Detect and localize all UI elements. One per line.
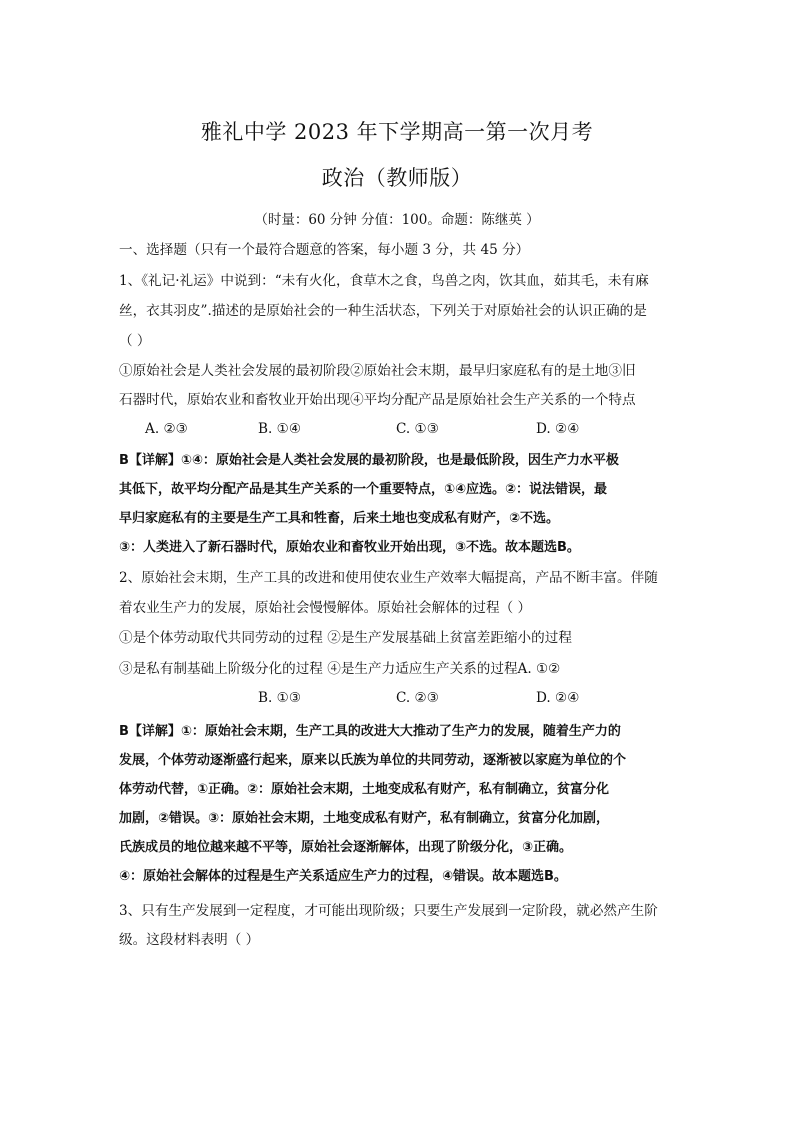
exam-meta: （时量：60 分钟 分值：100。命题：陈继英 ） [254,212,540,228]
q1-line: 丝，衣其羽皮”.描述的是原始社会的一种生活状态，下列关于对原始社会的认识正确的是 [119,303,647,319]
q1-line: （ ） [119,333,151,349]
q2-answer-line: 体劳动代替，①正确。②：原始社会末期，土地变成私有财产，私有制确立，贫富分化 [119,782,610,797]
q1-answer-line: 早归家庭私有的主要是生产工具和牲畜，后来土地也变成私有财产，②不选。 [119,511,560,526]
q2-answer-line: B【详解】①：原始社会末期，生产工具的改进大大推动了生产力的发展，随着生产力的 [119,724,621,739]
q2-option-c: C. ②③ [396,690,439,706]
q1-answer-line: ③：人类进入了新石器时代，原始农业和畜牧业开始出现，③不选。故本题选B。 [119,540,580,555]
q1-option-d: D. ②④ [536,421,580,437]
q2-option-d: D. ②④ [536,690,580,706]
q2-answer-line: 发展，个体劳动逐渐盛行起来，原来以氏族为单位的共同劳动，逐渐被以家庭为单位的个 [119,753,627,768]
q1-answer-line: B【详解】①④：原始社会是人类社会发展的最初阶段，也是最低阶段，因生产力水平极 [119,453,619,468]
exam-subtitle: 政治（教师版） [321,166,473,190]
q2-answer-line: ④：原始社会解体的过程是生产关系适应生产力的过程，④错误。故本题选B。 [119,869,567,884]
q2-option-b: B. ①③ [258,690,302,706]
q1-line: 1、《礼记·礼运》中说到：“未有火化，食草木之食，鸟兽之肉，饮其血，茹其毛，未有麻 [119,273,649,289]
q2-line: 2、原始社会末期，生产工具的改进和使用使农业生产效率大幅提高，产品不断丰富。伴随 [119,570,658,586]
q2-line: ③是私有制基础上阶级分化的过程 ④是生产力适应生产关系的过程A. ①② [119,661,561,677]
q2-answer-line: 加剧，②错误。③：原始社会末期，土地变成私有财产，私有制确立，贫富分化加剧， [119,811,610,826]
q1-line: 石器时代，原始农业和畜牧业开始出现④平均分配产品是原始社会生产关系的一个特点 [119,392,636,408]
q1-option-b: B. ①④ [258,421,302,437]
section-heading: 一、选择题（只有一个最符合题意的答案，每小题 3 分，共 45 分） [119,242,530,258]
q1-line: ①原始社会是人类社会发展的最初阶段②原始社会末期，最早归家庭私有的是土地③旧 [119,363,636,379]
q2-answer-line: 氏族成员的地位越来越不平等，原始社会逐渐解体，出现了阶级分化，③正确。 [119,840,573,855]
q1-answer-line: 其低下，故平均分配产品是其生产关系的一个重要特点，①④应选。②：说法错误，最 [119,482,608,497]
q2-line: ①是个体劳动取代共同劳动的过程 ②是生产发展基础上贫富差距缩小的过程 [119,630,572,646]
q3-line: 3、只有生产发展到一定程度，才可能出现阶级；只要生产发展到一定阶段，就必然产生阶 [119,903,658,919]
q1-option-a: A. ②③ [145,421,188,437]
exam-title: 雅礼中学 2023 年下学期高一第一次月考 [200,120,594,144]
q1-option-c: C. ①③ [396,421,439,437]
q3-line: 级。这段材料表明（ ） [119,932,260,948]
q2-line: 着农业生产力的发展，原始社会慢慢解体。原始社会解体的过程（ ） [119,600,532,616]
